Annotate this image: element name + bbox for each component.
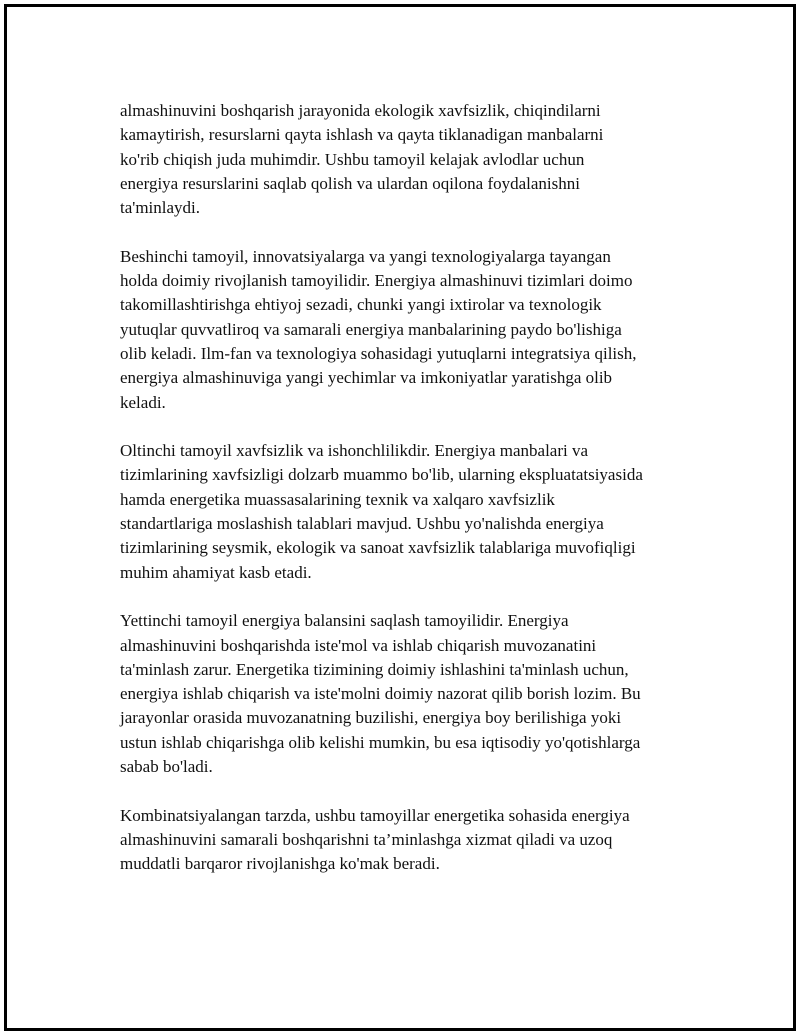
paragraph-3: Oltinchi tamoyil xavfsizlik va ishonchlilikdir. Energiya manbalari va tizimlarining xavfsizligi dolzarb muammo bo'lib, ularning ekspluatatsiyasida hamda energetika muassasalarining texnik va xalqaro xavfsizlik standartlariga moslashish talablari mavjud. Ushbu yo'nalishda energiya tizimlarining seysmik, ekologik va sanoat xavfsizlik talablariga muvofiqligi muhim ahamiyat kasb etadi.	[120, 441, 643, 582]
paragraph-2: Beshinchi tamoyil, innovatsiyalarga va yangi texnologiyalarga tayangan holda doimiy rivojlanish tamoyilidir. Energiya almashinuvi tizimlari doimo takomillashtirishga ehtiyoj sezadi, chunki yangi ixtirolar va texnologik yutuqlar quvvatliroq va samarali energiya manbalarining paydo bo'lishiga olib keladi. Ilm-fan va texnologiya sohasidagi yutuqlarni integratsiya qilish, energiya almashinuviga yangi yechimlar va imkoniyatlar yaratishga olib keladi.	[120, 246, 637, 412]
paragraph-1: almashinuvini boshqarish jarayonida ekologik xavfsizlik, chiqindilarni kamaytirish, resurslarni qayta ishlash va qayta tiklanadigan manbalarni ko'rib chiqish juda muhimdir. Ushbu tamoyil kelajak avlodlar uchun energiya resurslarini saqlab qolish va ulardan oqilona foydalanishni ta'minlaydi.	[120, 101, 604, 218]
paragraph-4: Yettinchi tamoyil energiya balansini saqlash tamoyilidir. Energiya almashinuvini boshqarishda iste'mol va ishlab chiqarish muvozanatini ta'minlash zarur. Energetika tizimining doimiy ishlashini ta'minlash uchun, energiya ishlab chiqarish va iste'molni doimiy nazorat qilib borish lozim. Bu jarayonlar orasida muvozanatning buzilishi, energiya boy berilishiga yoki ustun ishlab chiqarishga olib kelishi mumkin, bu esa iqtisodiy yo'qotishlarga sabab bo'ladi.	[120, 611, 641, 777]
page-frame	[4, 4, 796, 1031]
document-body	[120, 99, 710, 901]
paragraph-5: Kombinatsiyalangan tarzda, ushbu tamoyillar energetika sohasida energiya almashinuvini samarali boshqarishni ta’minlashga xizmat qiladi va uzoq muddatli barqaror rivojlanishga ko'mak beradi.	[120, 805, 630, 874]
